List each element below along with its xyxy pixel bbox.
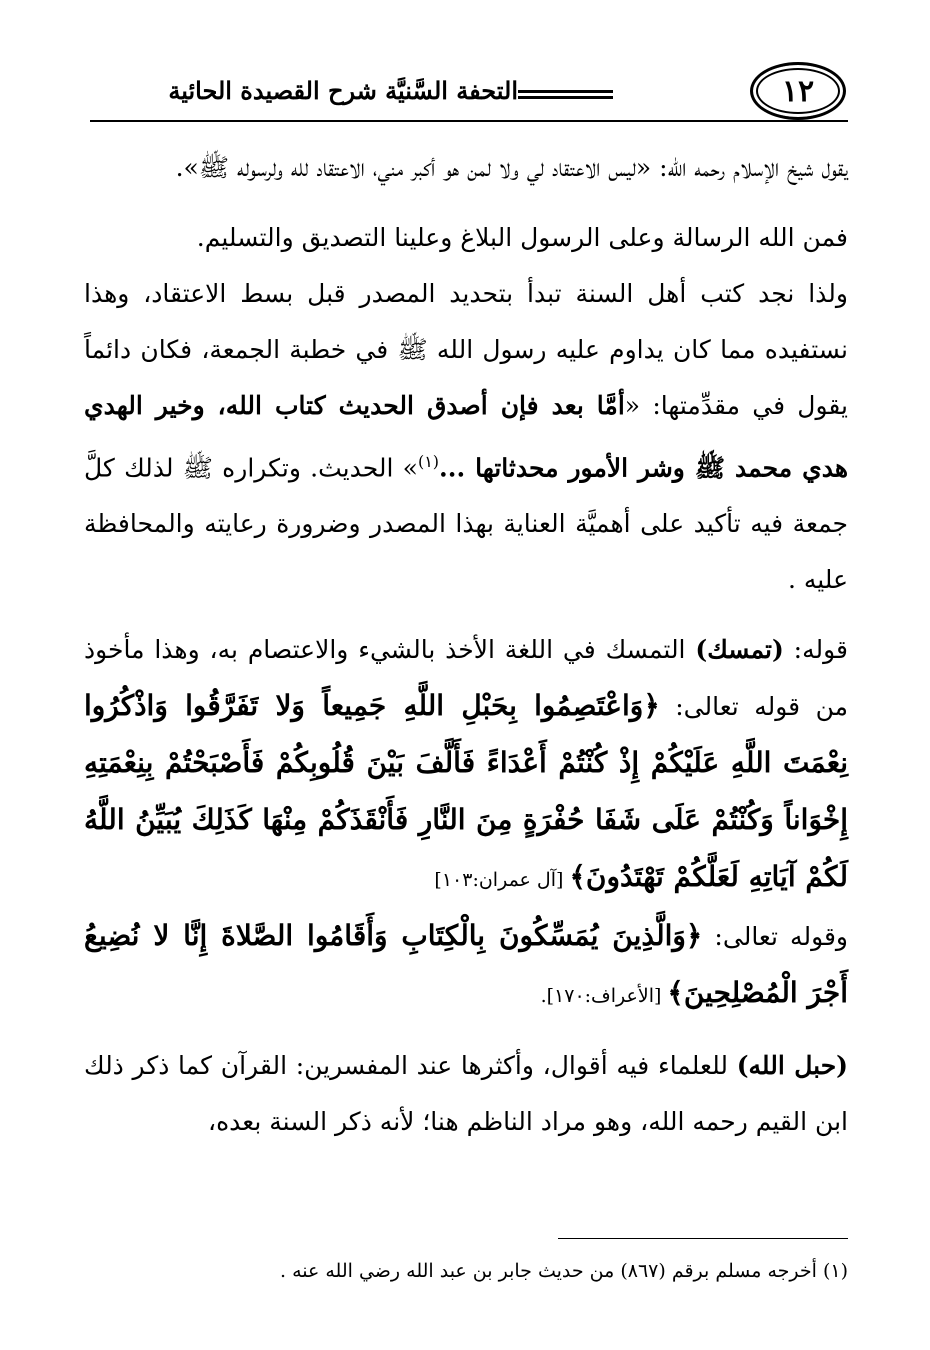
footnote-ref: (١) — [417, 452, 440, 471]
paragraph-3 — [84, 266, 848, 608]
footnote-separator — [558, 1238, 848, 1239]
paragraph-4 — [84, 622, 848, 908]
term-tamassuk: (تمسك) — [695, 635, 784, 665]
paragraph-3-text-b: » الحديث. وتكراره ﷺ لذلك كلَّ جمعة فيه تأكيد على أهميَّة العناية بهذا المصدر وضرورة رعايته والمحافظة عليه . — [84, 453, 848, 595]
paragraph-5 — [84, 908, 848, 1024]
verse-2-citation: [الأعراف:١٧٠]. — [540, 985, 668, 1008]
quran-verse-1: ﴿وَاعْتَصِمُوا بِحَبْلِ اللَّهِ جَمِيعاً وَلا تَفَرَّقُوا وَاذْكُرُوا نِعْمَتَ اللَّهِ عَلَيْكُمْ إِذْ كُنْتُمْ أَعْدَاءً فَأَلَّفَ بَيْنَ قُلُوبِكُمْ فَأَصْبَحْتُمْ بِنِعْمَتِهِ إِخْوَاناً وَكُنْتُمْ عَلَى شَفَا حُفْرَةٍ مِنَ النَّارِ فَأَنْقَذَكُمْ مِنْهَا كَذَلِكَ يُبَيِّنُ اللَّهُ لَكُمْ آيَاتِهِ لَعَلَّكُمْ تَهْتَدُونَ﴾ — [84, 689, 848, 894]
term-habl-allah: (حبل الله) — [736, 1051, 848, 1081]
paragraph-3-text-a: ولذا نجد كتب أهل السنة تبدأ بتحديد المصدر قبل بسط الاعتقاد، وهذا نستفيده مما كان يداوم عليه رسول الله ﷺ في خطبة الجمعة، فكان دائماً يقول في مقدِّمتها: « — [84, 279, 848, 420]
hadith-quote: أمَّا بعد فإن أصدق الحديث كتاب الله، وخير الهدي هدي محمد ﷺ وشر الأمور محدثاتها ... — [84, 391, 849, 483]
paragraph-4-text: التمسك في اللغة الأخذ بالشيء والاعتصام به، وهذا مأخوذ من قوله تعالى: — [84, 635, 848, 722]
header-underline — [90, 120, 848, 122]
paragraph-2: فمن الله الرسالة وعلى الرسول البلاغ وعلينا التصديق والتسليم. — [196, 223, 848, 252]
page-number-badge: ١٢ — [750, 62, 846, 120]
verse-1-citation: [آل عمران:١٠٣] — [434, 869, 570, 892]
header-double-rule — [518, 90, 613, 99]
footnote: (١) أخرجه مسلم برقم (٨٦٧) من حديث جابر بن عبد الله رضي الله عنه . — [280, 1260, 848, 1282]
quran-verse-2: ﴿وَالَّذِينَ يُمَسِّكُونَ بِالْكِتَابِ وَأَقَامُوا الصَّلاةَ إِنَّا لا نُضِيعُ أَجْرَ الْمُصْلِحِينَ﴾ — [84, 919, 848, 1010]
paragraph-5-lead: وقوله تعالى: — [702, 922, 849, 952]
paragraph-1: يقول شيخ الإسلام رحمه الله: «ليس الاعتقاد لي ولا لمن هو أكبر مني، الاعتقاد لله ولرسوله ﷺ». — [175, 153, 848, 182]
page-body — [84, 140, 848, 1150]
paragraph-4-lead: قوله: — [783, 635, 848, 665]
paragraph-6 — [84, 1038, 848, 1150]
page-header — [90, 62, 848, 130]
paragraph-6-text: للعلماء فيه أقوال، وأكثرها عند المفسرين: القرآن كما ذكر ذلك ابن القيم رحمه الله، وهو مراد الناظم هنا؛ لأنه ذكر السنة بعده، — [84, 1051, 848, 1137]
book-title: التحفة السَّنيَّة شرح القصيدة الحائية — [168, 76, 518, 105]
